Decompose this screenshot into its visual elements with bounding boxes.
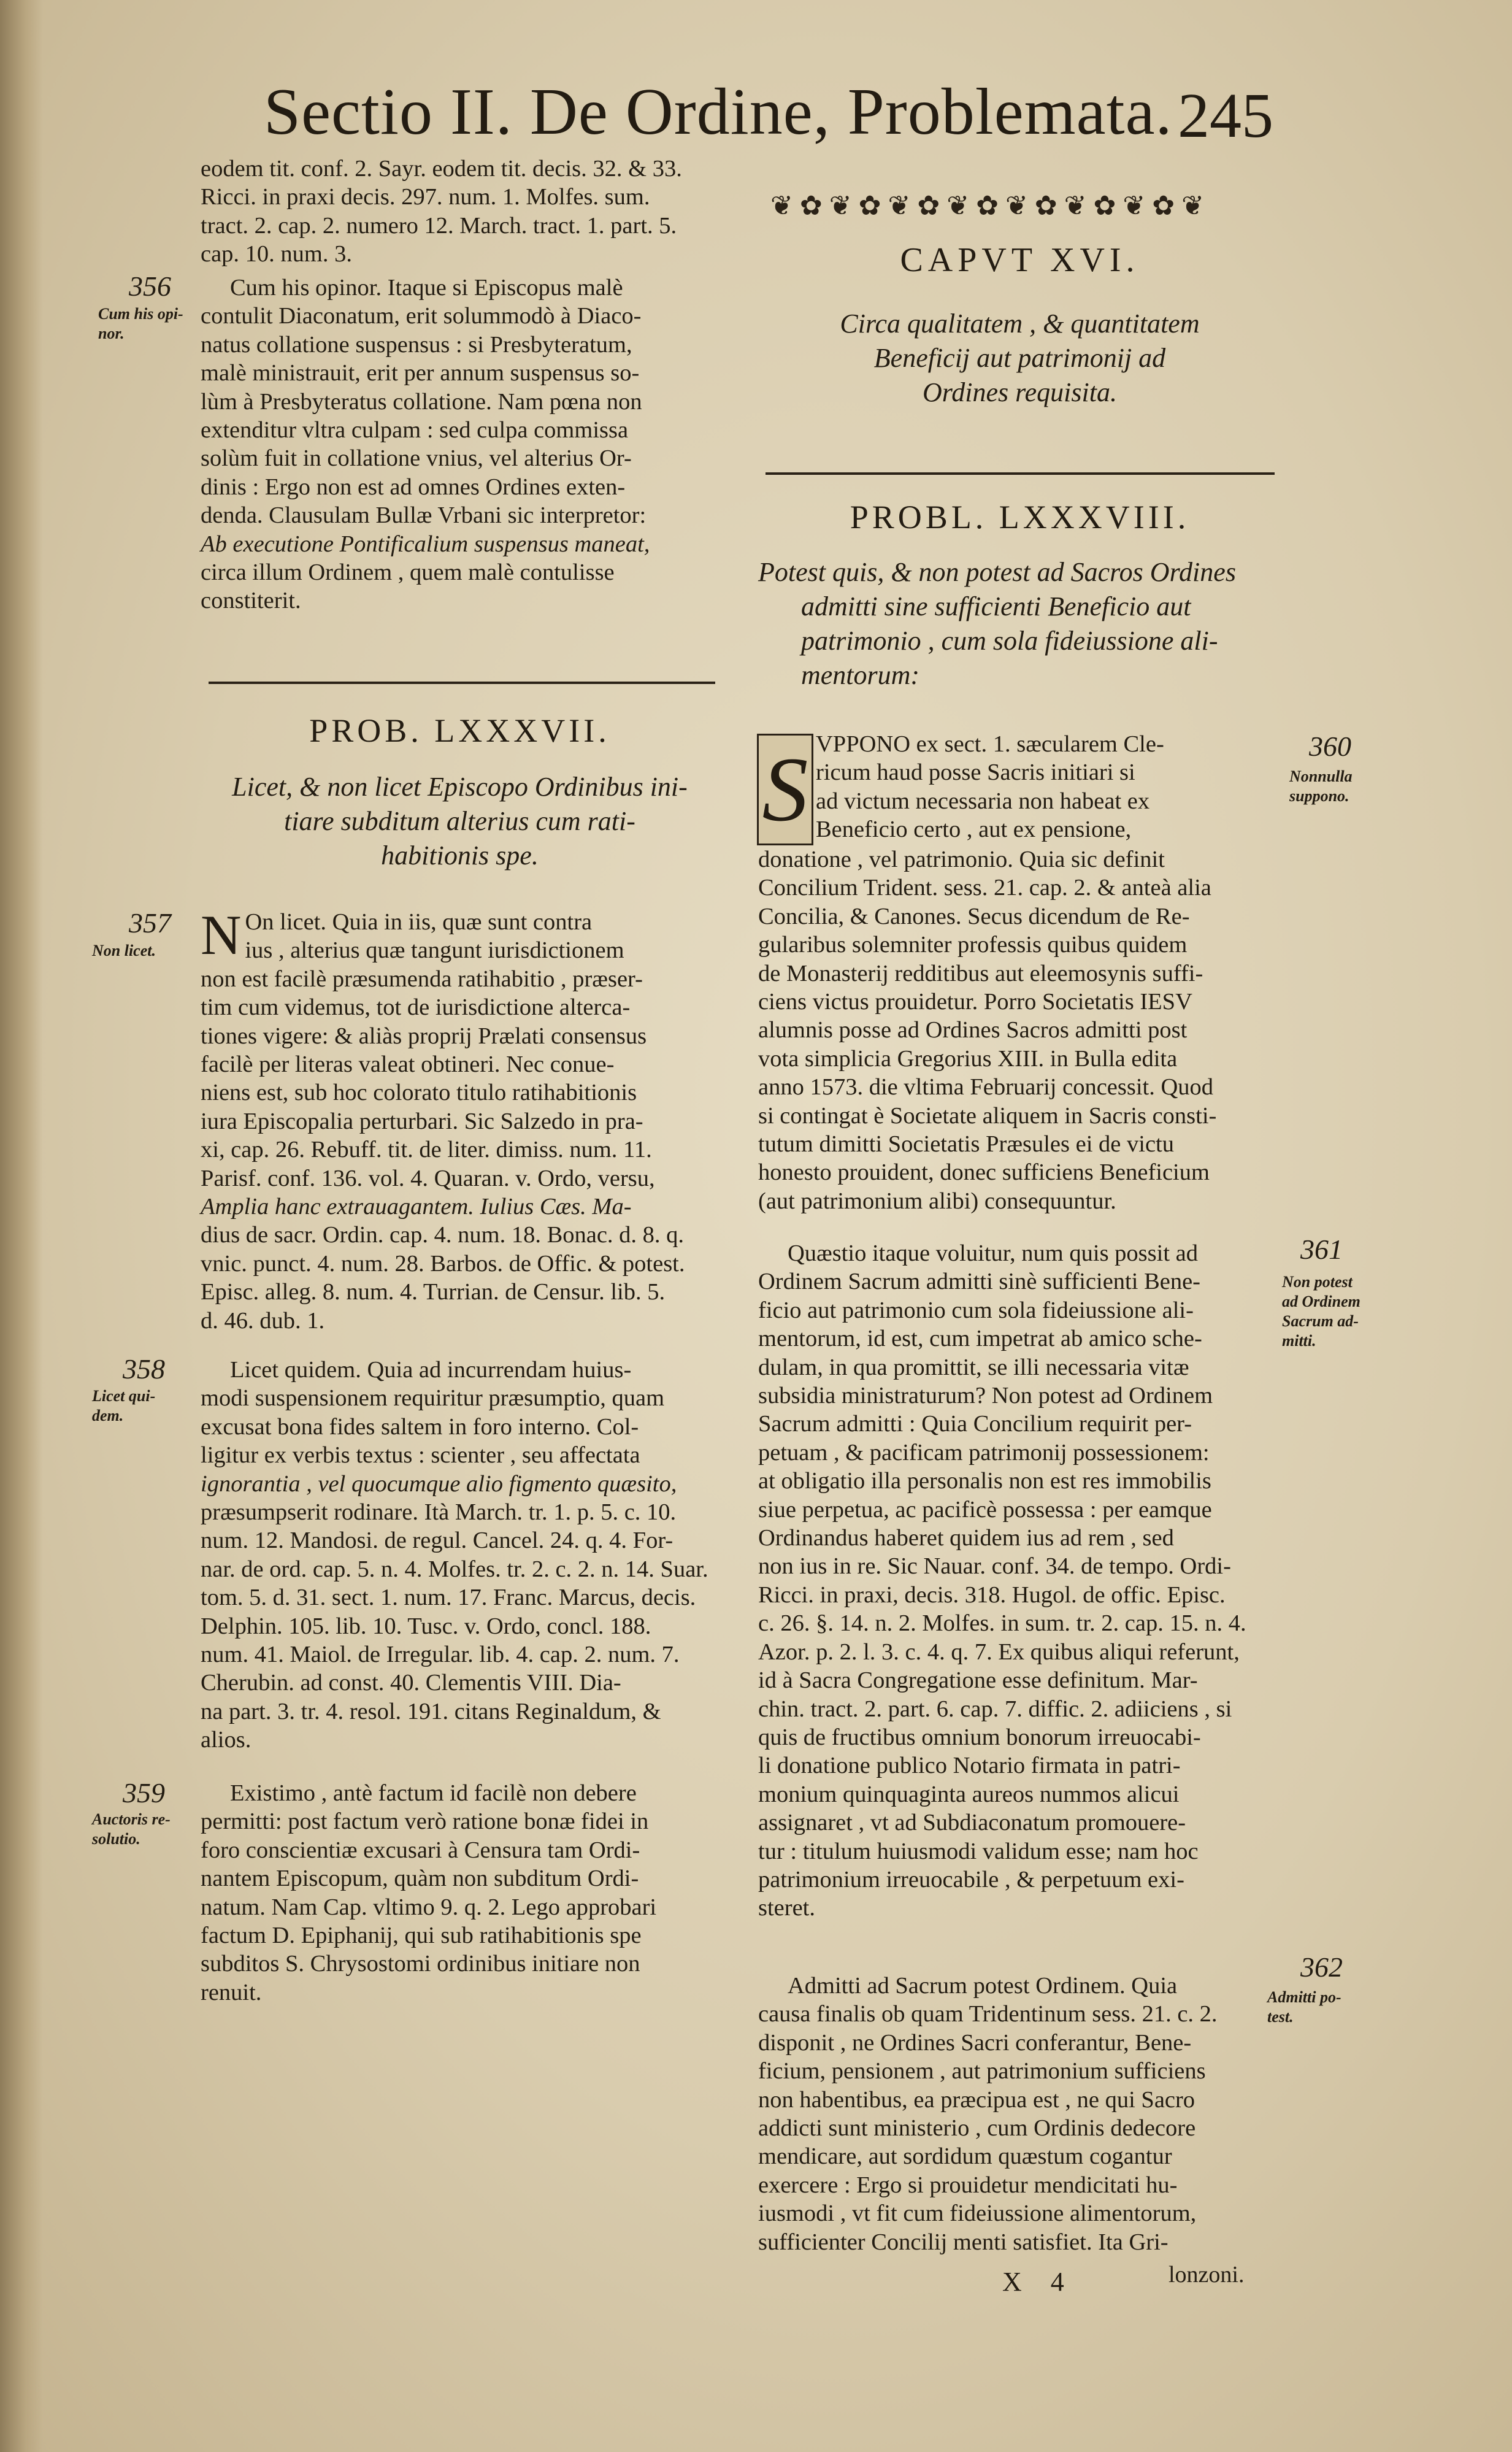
signature-mark: X 4 [1002,2267,1075,2297]
text-line: non ius in re. Sic Nauar. conf. 34. de tempo. Ordi- [758,1553,1231,1580]
text-line: na part. 3. tr. 4. resol. 191. citans Reginaldum, & [201,1698,661,1724]
text-line: extenditur vltra culpam : sed culpa commissa [201,417,629,444]
text-line: subsidia ministraturum? Non potest ad Ordinem [758,1383,1213,1409]
margin-note-line: suppono. [1289,787,1349,805]
text-line: constiterit. [201,588,301,614]
text-line: iusmodi , vt fit cum fideiussione alimentorum, [758,2200,1197,2227]
text-line: c. 26. §. 14. n. 2. Molfes. in sum. tr. 2. cap. 15. n. 4. [758,1610,1246,1637]
text-line: patrimonium irreuocabile , & perpetuum exi- [758,1866,1184,1893]
decorated-initial [757,734,813,845]
text-line: Delphin. 105. lib. 10. Tusc. v. Ordo, concl. 188. [201,1613,651,1639]
margin-note-356 [98,304,183,344]
title-line: mentorum: [801,660,920,690]
text-line: assignaret , vt ad Subdiaconatum promouere- [758,1810,1186,1836]
text-line: tiones vigere: & aliàs proprij Prælati consensus [201,1023,647,1049]
text-line: ricum haud posse Sacris initiari si [816,759,1135,786]
text-line: præsumpserit rodinare. Ità March. tr. 1. p. 5. c. 10. [201,1499,677,1526]
problem-title-88 [758,555,1281,693]
margin-note-line: Licet qui- [92,1387,156,1405]
paragraph-356 [201,274,719,615]
margin-number-362: 362 [1300,1951,1343,1983]
text-line: renuit. [201,1979,262,2005]
text-line: de Monasterij redditibus aut eleemosynis suffi- [758,960,1203,986]
chapter-heading: CAPVT XVI. [900,241,1140,279]
margin-note-360 [1289,767,1353,806]
margin-note-line: mitti. [1282,1332,1316,1350]
title-line: Circa qualitatem , & quantitatem [840,309,1200,339]
section-rule [766,472,1275,475]
text-line: ad victum necessaria non habeat ex [816,788,1150,814]
text-line: sufficienter Concilij menti satisfiet. Ita Gri- [758,2229,1169,2255]
text-line: addicti sunt ministerio , cum Ordinis dedecore [758,2115,1196,2142]
text-line: denda. Clausulam Bullæ Vrbani sic interpretor: [201,502,647,529]
catchword: lonzoni. [1169,2262,1245,2288]
text-line: petuam , & pacificam patrimonij possessionem: [758,1439,1210,1466]
text-line: dinis : Ergo non est ad omnes Ordines exten- [201,474,626,500]
text-line: d. 46. dub. 1. [201,1307,325,1334]
title-line: tiare subditum alterius cum rati- [284,806,635,836]
running-title: Sectio II. De Ordine, Problemata. [264,75,1173,148]
text-line: mentorum, id est, cum impetrat ab amico sche- [758,1326,1202,1352]
text-line: anno 1573. die vltima Februarij concessit. Quod [758,1074,1214,1101]
margin-note-line: solutio. [92,1830,140,1848]
margin-note-line: nor. [98,325,125,342]
text-line: gularibus solemniter professis quibus quidem [758,932,1188,958]
margin-note-line: test. [1267,2008,1294,2026]
margin-number-356: 356 [129,271,171,302]
title-line: Licet, & non licet Episcopo Ordinibus ini- [232,772,688,802]
text-line: li donatione publico Notario firmata in patri- [758,1753,1181,1779]
text-line: facilè per literas valeat obtineri. Nec conue- [201,1051,615,1078]
text-line: iura Episcopalia perturbari. Sic Salzedo in pra- [201,1108,643,1134]
margin-note-line: Cum his opi- [98,305,183,323]
text-line: disponit , ne Ordines Sacri conferantur, Bene- [758,2029,1192,2056]
text-line: tutum dimitti Societatis Præsules ei de victu [758,1131,1174,1158]
text-line: tom. 5. d. 31. sect. 1. num. 17. Franc. Marcus, decis. [201,1585,696,1611]
paragraph-360-intro [816,730,1281,844]
text-line: tim cum videmus, tot de iurisdictione alterca- [201,994,631,1021]
text-line: Ricci. in praxi decis. 297. num. 1. Molfes. sum. [201,184,650,210]
text-line: monium quinquaginta aureos nummos alicui [758,1781,1180,1807]
title-line: Beneficij aut patrimonij ad [873,343,1166,373]
text-line: Licet quidem. Quia ad incurrendam huius- [230,1357,632,1383]
text-line: ficio aut patrimonio cum sola fideiussione ali- [758,1297,1194,1323]
problem-heading-87: PROB. LXXXVII. [309,712,610,749]
text-line: Ordinandus haberet quidem ius ad rem , sed [758,1525,1174,1551]
margin-note-line: ad Ordinem [1282,1293,1360,1310]
text-line: causa finalis ob quam Tridentinum sess. 21. c. 2. [758,2001,1218,2027]
decorated-initial-letter: S [762,739,808,840]
text-line: alios. [201,1727,251,1753]
text-line: contulit Diaconatum, erit solummodò à Diaco- [201,303,642,329]
section-rule [209,682,715,684]
left-continuation [201,155,719,269]
text-line: num. 12. Mandosi. de regul. Cancel. 24. q. 4. For- [201,1528,673,1554]
text-line: circa illum Ordinem , quem malè contulisse [201,559,615,586]
text-line: Ricci. in praxi, decis. 318. Hugol. de offic. Episc. [758,1582,1226,1608]
paragraph-357 [201,904,719,1335]
margin-note-line: Nonnulla [1289,767,1353,785]
text-line: nantem Episcopum, quàm non subditum Ordi- [201,1866,639,1892]
text-line: ficium, pensionem , aut patrimonium sufficiens [758,2058,1206,2085]
text-line: natus collatione suspensus : si Presbyteratum, [201,331,632,358]
text-line: quis de fructibus omnium bonorum irreuocabi- [758,1724,1201,1750]
text-line: id à Sacra Congregatione esse definitum. Mar- [758,1667,1198,1694]
text-line: steret. [758,1895,815,1921]
margin-note-361 [1282,1272,1360,1351]
text-line: non est facilè præsumenda ratihabitio , præser- [201,966,643,992]
text-line: mendicare, aut sordidum quæstum cogantur [758,2143,1172,2170]
text-line: Sacrum admitti : Quia Concilium requirit per- [758,1411,1192,1437]
text-line: exercere : Ergo si prouidetur mendicitati hu- [758,2172,1178,2198]
text-line: si contingat è Societate aliquem in Sacris consti- [758,1102,1217,1129]
text-line: Azor. p. 2. l. 3. c. 4. q. 7. Ex quibus aliqui referunt, [758,1639,1240,1665]
text-line: tract. 2. cap. 2. numero 12. March. tract. 1. part. 5. [201,212,677,239]
margin-note-359 [92,1810,171,1849]
margin-note-line: Non potest [1282,1273,1353,1291]
title-line: patrimonio , cum sola fideiussione ali- [801,626,1218,656]
text-line: tur : titulum huiusmodi validum esse; nam hoc [758,1838,1199,1864]
text-line: modi suspensionem requiritur præsumptio, quam [201,1385,665,1412]
text-line: siue perpetua, ac pacificè possessa : per eamque [758,1496,1212,1523]
text-line: excusat bona fides saltem in foro interno. Col- [201,1413,639,1440]
margin-note-line: Non licet. [92,942,156,959]
text-line: xi, cap. 26. Rebuff. tit. de liter. dimiss. num. 11. [201,1137,652,1163]
text-line: num. 41. Maiol. de Irregular. lib. 4. cap. 2. num. 7. [201,1642,680,1668]
text-line: nar. de ord. cap. 5. n. 4. Molfes. tr. 2. c. 2. n. 14. Suar. [201,1556,708,1582]
text-line: lùm à Presbyteratus collatione. Nam pœna non [201,388,642,415]
title-line: Ordines requisita. [923,377,1117,407]
paragraph-361 [758,1239,1281,1923]
page-number: 245 [1178,80,1273,151]
text-line: (aut patrimonium alibi) consequuntur. [758,1188,1116,1214]
page-gutter-shadow [0,0,43,2452]
text-line: Concilia, & Canones. Secus dicendum de Re- [758,903,1190,929]
text-line: alumnis posse ad Ordines Sacros admitti post [758,1017,1188,1043]
paragraph-358 [201,1356,719,1754]
margin-number-360: 360 [1309,731,1351,762]
paragraph-362 [758,1972,1281,2256]
margin-note-357 [92,941,156,961]
text-line: factum D. Epiphanij, qui sub ratihabitionis spe [201,1923,642,1949]
text-line: Beneficio certo , aut ex pensione, [816,817,1132,843]
margin-note-line: Admitti po- [1267,1988,1341,2006]
text-line: Admitti ad Sacrum potest Ordinem. Quia [788,1973,1178,1999]
text-line: dius de sacr. Ordin. cap. 4. num. 18. Bonac. d. 8. q. [201,1222,685,1248]
margin-number-361: 361 [1300,1234,1343,1265]
text-line: natum. Nam Cap. vltimo 9. q. 2. Lego approbari [201,1894,657,1920]
text-line: Ordinem Sacrum admitti sinè sufficienti Bene- [758,1269,1200,1295]
text-line: foro conscientiæ excusari à Censura tam Ordi- [201,1837,640,1863]
text-line: ciens victus prouidetur. Porro Societatis IESV [758,989,1192,1015]
chapter-title [758,307,1281,410]
paragraph-360 [758,845,1281,1215]
paragraph-359 [201,1779,719,2007]
margin-number-358: 358 [123,1353,165,1385]
text-line: Existimo , antè factum id facilè non debere [230,1780,637,1806]
margin-number-359: 359 [123,1777,165,1808]
title-line: habitionis spe. [381,840,539,870]
text-line: honesto prouident, donec sufficiens Beneficium [758,1159,1210,1186]
margin-note-line: Auctoris re- [92,1810,171,1828]
title-line: admitti sine sufficienti Beneficio aut [801,591,1191,621]
text-line: dulam, in qua promittit, se illi necessaria vitæ [758,1354,1189,1380]
problem-heading-88: PROBL. LXXXVIII. [850,499,1190,536]
problem-title-87 [201,770,719,873]
text-line: Ab executione Pontificalium suspensus maneat, [201,531,650,557]
text-line: subditos S. Chrysostomi ordinibus initiare non [201,1951,640,1977]
text-line: ignorantia , vel quocumque alio figmento quæsito, [201,1470,677,1497]
text-line: ligitur ex verbis textus : scienter , seu affectata [201,1442,640,1469]
head-ornament-band: ❦ ✿ ❦ ✿ ❦ ✿ ❦ ✿ ❦ ✿ ❦ ✿ ❦ ✿ ❦ [770,190,1205,221]
text-line: Amplia hanc extrauagantem. Iulius Cæs. Ma- [201,1194,632,1220]
text-line: cap. 10. num. 3. [201,241,352,267]
margin-note-line: Sacrum ad- [1282,1312,1359,1330]
text-line: niens est, sub hoc colorato titulo ratihabitionis [201,1080,637,1106]
text-line: VPPONO ex sect. 1. sæcularem Cle- [816,731,1164,757]
text-line: Quæstio itaque voluitur, num quis possit ad [788,1240,1198,1266]
text-line: vota simplicia Gregorius XIII. in Bulla edita [758,1045,1178,1072]
drop-initial-n: N [201,904,242,966]
margin-note-358 [92,1386,155,1426]
text-line: Cherubin. ad const. 40. Clementis VIII. Dia- [201,1670,621,1696]
text-line: eodem tit. conf. 2. Sayr. eodem tit. decis. 32. & 33. [201,156,682,182]
text-line: Cum his opinor. Itaque si Episcopus malè [230,275,623,301]
text-line: chin. tract. 2. part. 6. cap. 7. diffic. 2. adiiciens , si [758,1696,1232,1722]
title-line: Potest quis, & non potest ad Sacros Ordines [758,557,1236,587]
text-line: donatione , vel patrimonio. Quia sic definit [758,847,1165,872]
text-line: solùm fuit in collatione vnius, vel alterius Or- [201,445,632,472]
text-line: On licet. Quia in iis, quæ sunt contra [245,909,593,935]
text-line: ius , alterius quæ tangunt iurisdictionem [245,937,624,964]
page-header [264,72,1319,164]
text-line: non habentibus, ea præcipua est , ne qui Sacro [758,2086,1195,2113]
text-line: Concilium Trident. sess. 21. cap. 2. & anteà alia [758,875,1211,901]
text-line: vnic. punct. 4. num. 28. Barbos. de Offic. & potest. [201,1250,685,1277]
text-line: Episc. alleg. 8. num. 4. Turrian. de Censur. lib. 5. [201,1279,666,1305]
text-line: at obligatio illa personalis non est res immobilis [758,1468,1211,1494]
text-line: permitti: post factum verò ratione bonæ fidei in [201,1808,649,1835]
text-line: Parisf. conf. 136. vol. 4. Quaran. v. Ordo, versu, [201,1165,655,1191]
text-line: malè ministrauit, erit per annum suspensus so- [201,360,640,386]
margin-note-line: dem. [92,1407,124,1424]
margin-number-357: 357 [129,907,171,939]
